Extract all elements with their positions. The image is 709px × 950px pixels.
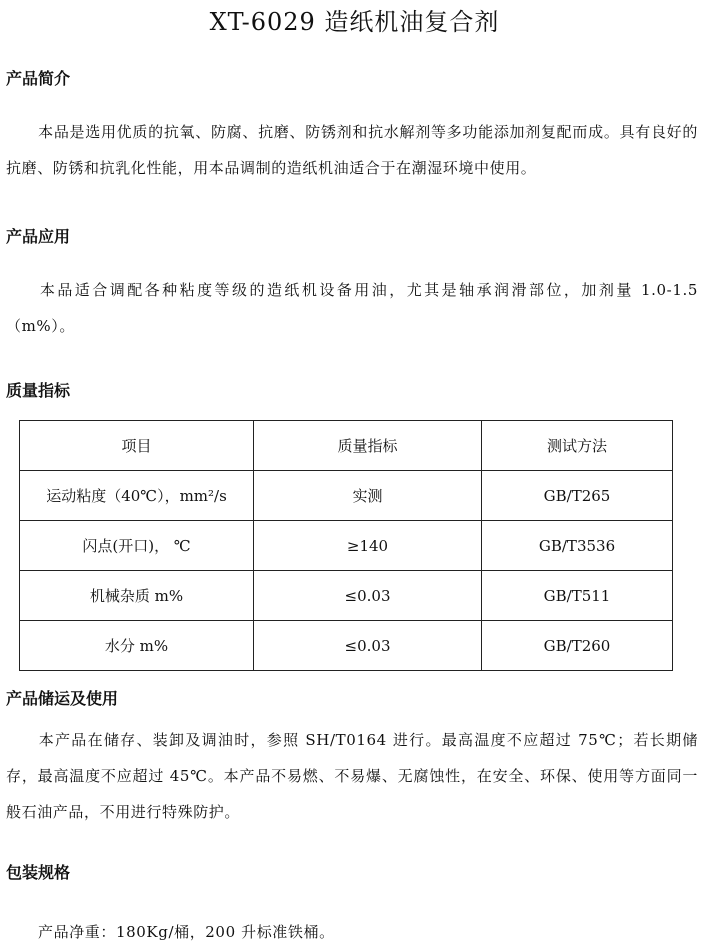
row-spec: 实测 xyxy=(254,471,482,521)
row-method: GB/T265 xyxy=(482,471,673,521)
table-row xyxy=(20,471,673,521)
packaging-text: 产品净重：180Kg/桶，200 升标准铁桶。 xyxy=(38,923,335,941)
header-item: 项目 xyxy=(20,421,254,471)
storage-text: 本产品在储存、装卸及调油时，参照 SH/T0164 进行。最高温度不应超过 75℃；若长期储存，最高温度不应超过 45℃。本产品不易燃、不易爆、无腐蚀性，在安全、环保、使用等方面同一般石油产品，不用进行特殊防护。 xyxy=(6,731,698,821)
row-item: 闪点(开口)， ℃ xyxy=(20,521,254,571)
intro-text: 本品是选用优质的抗氧、防腐、抗磨、防锈剂和抗水解剂等多功能添加剂复配而成。具有良好的抗磨、防锈和抗乳化性能，用本品调制的造纸机油适合于在潮湿环境中使用。 xyxy=(6,123,698,177)
table-row xyxy=(20,621,673,671)
section-heading-packaging: 包装规格 xyxy=(6,863,71,882)
row-method: GB/T3536 xyxy=(482,521,673,571)
section-heading-storage: 产品储运及使用 xyxy=(6,689,119,708)
section-heading-application: 产品应用 xyxy=(6,227,71,246)
row-item: 机械杂质 m% xyxy=(20,571,254,621)
row-spec: ≥140 xyxy=(254,521,482,571)
row-spec: ≤0.03 xyxy=(254,621,482,671)
intro-paragraph xyxy=(6,114,698,186)
section-heading-quality: 质量指标 xyxy=(6,381,71,400)
table-header-row xyxy=(20,421,673,471)
table-row xyxy=(20,571,673,621)
row-spec: ≤0.03 xyxy=(254,571,482,621)
storage-paragraph xyxy=(6,722,698,830)
header-spec: 质量指标 xyxy=(254,421,482,471)
application-paragraph xyxy=(6,272,698,344)
row-item: 水分 m% xyxy=(20,621,254,671)
application-text: 本品适合调配各种粘度等级的造纸机设备用油，尤其是轴承润滑部位，加剂量 1.0-1.5（m%）。 xyxy=(6,281,698,335)
table-row xyxy=(20,521,673,571)
quality-table xyxy=(19,420,673,671)
row-method: GB/T511 xyxy=(482,571,673,621)
row-method: GB/T260 xyxy=(482,621,673,671)
row-item: 运动粘度（40℃），mm²/s xyxy=(20,471,254,521)
header-method: 测试方法 xyxy=(482,421,673,471)
page-title: XT-6029 造纸机油复合剂 xyxy=(209,8,500,36)
section-heading-intro: 产品简介 xyxy=(6,69,71,88)
